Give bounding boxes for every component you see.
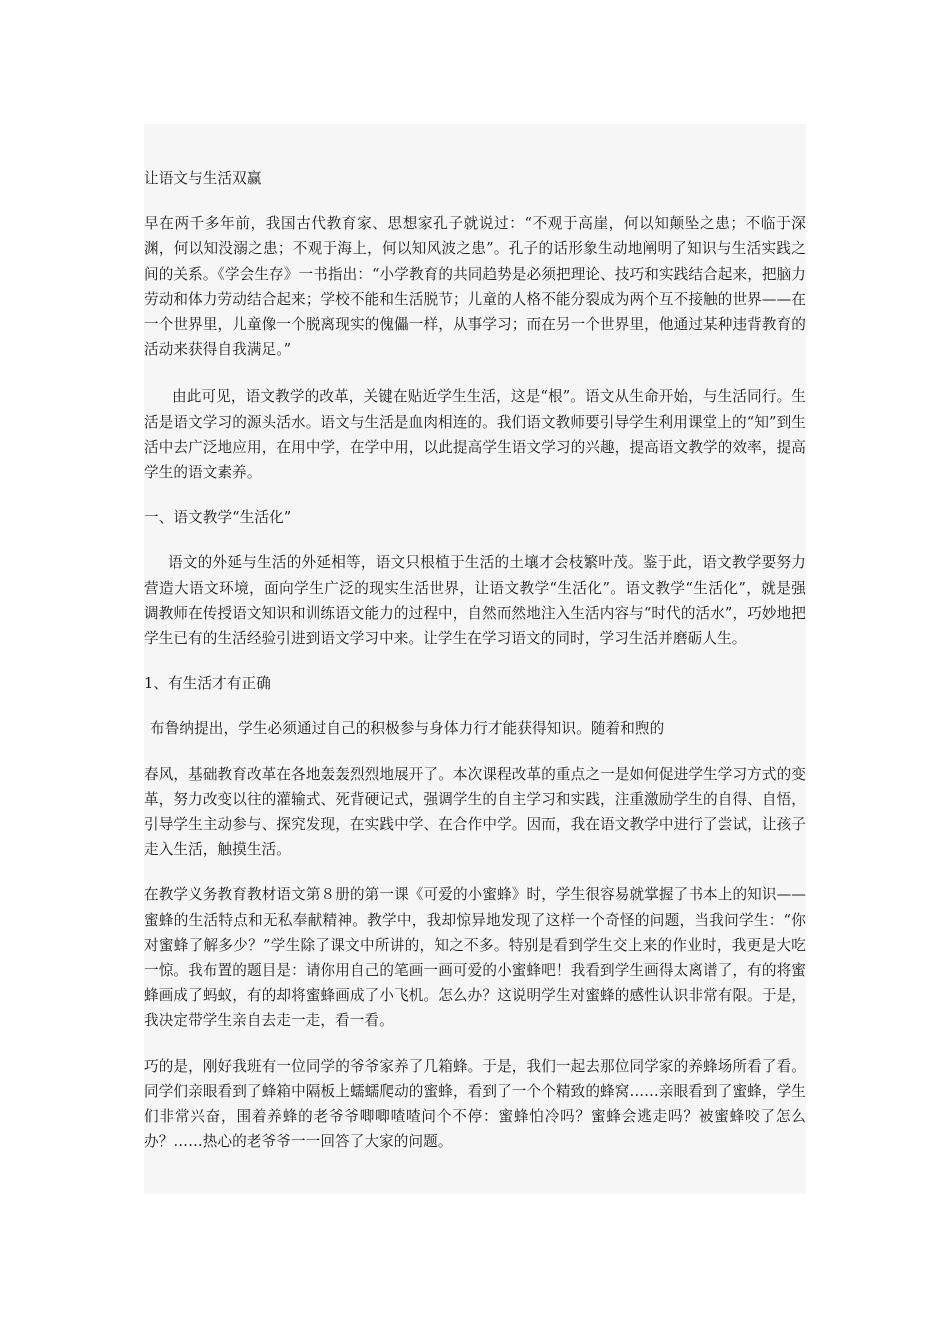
section-heading-1: 一、语文教学“生活化” [144, 509, 292, 527]
paragraph-bruner: 布鲁纳提出，学生必须通过自己的积极参与身体力行才能获得知识。随着和煦的 [150, 720, 665, 738]
paragraph-reform: 由此可见，语文教学的改革，关键在贴近学生生活，这是“根”。语文从生命开始，与生活同行。生活是语文学习的源头活水。语文与生活是血肉相连的。我们语文教师要引导学生利用课堂上的“知”到生活中去广泛地应用，在用中学，在学中用，以此提高学生语文学习的兴趣，提高语文教学的效率，提高学生的语文素养。 [144, 388, 806, 482]
paragraph-life-teaching: 语文的外延与生活的外延相等，语文只根植于生活的土壤才会枝繁叶茂。鉴于此，语文教学要努力营造大语文环境，面向学生广泛的现实生活世界，让语文教学“生活化”。语文教学“生活化”，就是强调教师在传授语文知识和训练语文能力的过程中，自然而然地注入生活内容与“时代的活水”，巧妙地把学生已有的生活经验引进到语文学习中来。让学生在学习语文的同时，学习生活并磨砺人生。 [144, 554, 806, 648]
paragraph-spring-wind: 春风，基础教育改革在各地轰轰烈烈地展开了。本次课程改革的重点之一是如何促进学生学习方式的变革，努力改变以往的灌输式、死背硬记式，强调学生的自主学习和实践，注重激励学生的自得、自悟，引导学生主动参与、探究发现，在实践中学、在合作中学。因而，我在语文教学中进行了尝试，让孩子走入生活，触摸生活。 [144, 765, 806, 859]
document-body [144, 166, 806, 1155]
paragraph-bee-lesson: 在教学义务教育教材语文第８册的第一课《可爱的小蜜蜂》时，学生很容易就掌握了书本上的知识——蜜蜂的生活特点和无私奉献精神。教学中，我却惊异地发现了这样一个奇怪的问题，当我问学生：“你对蜜蜂了解多少？”学生除了课文中所讲的，知之不多。特别是看到学生交上来的作业时，我更是大吃一惊。我布置的题目是：请你用自己的笔画一画可爱的小蜜蜂吧！我看到学生画得太离谱了，有的将蜜蜂画成了蚂蚁，有的却将蜜蜂画成了小飞机。怎么办？这说明学生对蜜蜂的感性认识非常有限。于是，我决定带学生亲自去走一走，看一看。 [144, 886, 806, 1030]
document-title: 让语文与生活双赢 [144, 170, 262, 187]
paragraph-confucius: 早在两千多年前，我国古代教育家、思想家孔子就说过：“不观于高崖，何以知颠坠之患；不临于深渊，何以知没溺之患；不观于海上，何以知风波之患”。孔子的话形象生动地阐明了知识与生活实践之间的关系。《学会生存》一书指出：“小学教育的共同趋势是必须把理论、技巧和实践结合起来，把脑力劳动和体力劳动结合起来；学校不能和生活脱节；儿童的人格不能分裂成为两个互不接触的世界——在一个世界里，儿童像一个脱离现实的傀儡一样，从事学习；而在另一个世界里，他通过某种违背教育的活动来获得自我满足。” [144, 215, 806, 359]
subsection-heading-1: 1、有生活才有正确 [144, 675, 271, 693]
paragraph-bee-farm: 巧的是，刚好我班有一位同学的爷爷家养了几箱蜂。于是，我们一起去那位同学家的养蜂场所看了看。同学们亲眼看到了蜂箱中隔板上蠕蠕爬动的蜜蜂，看到了一个个精致的蜂窝……亲眼看到了蜜蜂，学生们非常兴奋，围着养蜂的老爷爷唧唧喳喳问个不停：蜜蜂怕冷吗？蜜蜂会逃走吗？被蜜蜂咬了怎么办？……热心的老爷爷一一回答了大家的问题。 [144, 1057, 806, 1151]
